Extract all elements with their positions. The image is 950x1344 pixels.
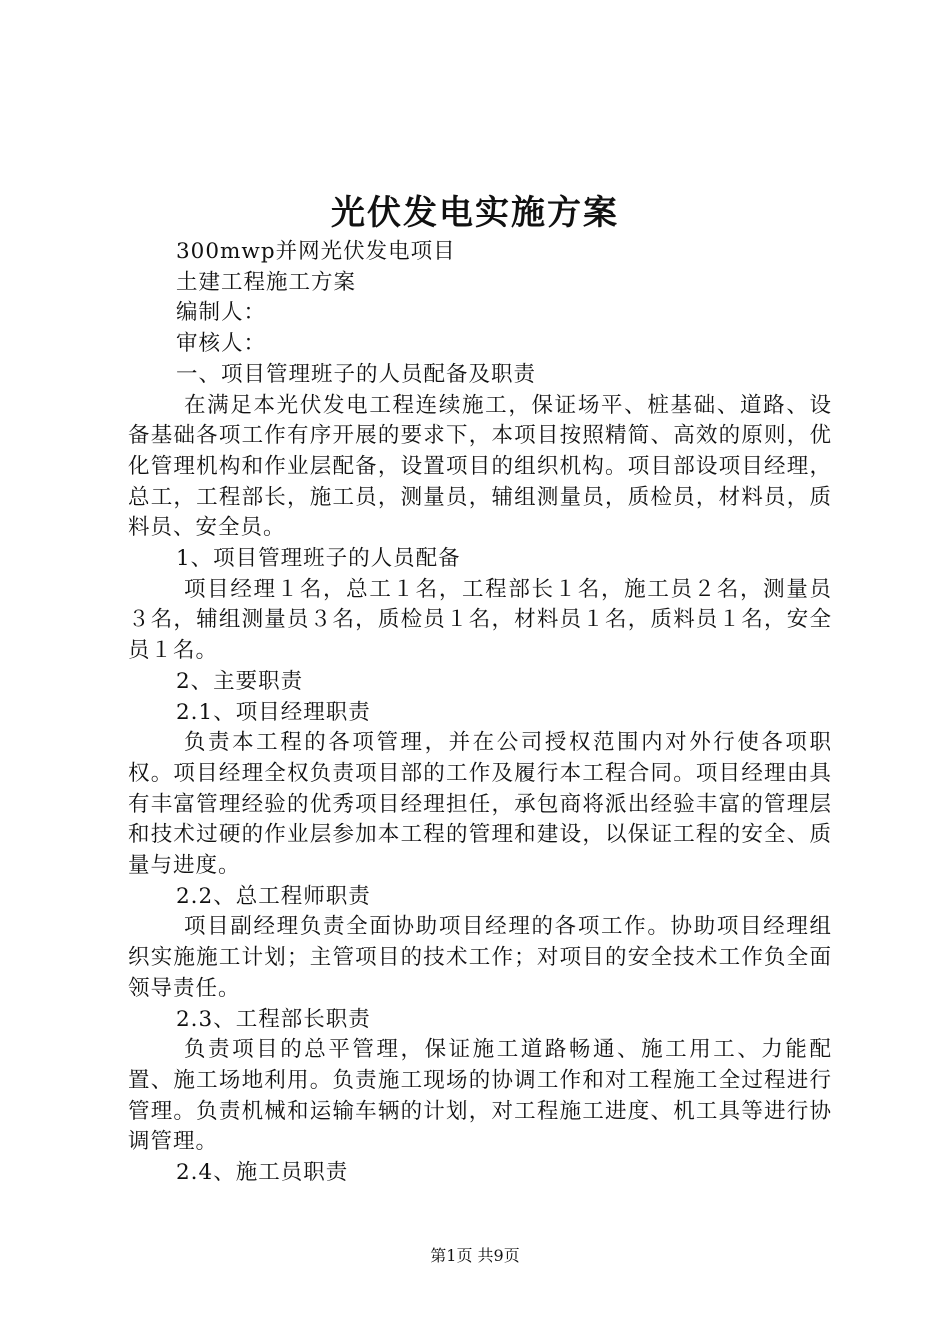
subsection-paragraph: 项目副经理负责全面协助项目经理的各项工作。协助项目经理组织实施施工计划；主管项目的技术工作；对项目的安全技术工作负全面领导责任。 xyxy=(128,914,832,1001)
subsection-heading: 2.3、工程部长职责 xyxy=(176,1006,371,1032)
document-subtitle: 土建工程施工方案 xyxy=(176,269,357,295)
subsection-paragraph: 负责项目的总平管理，保证施工道路畅通、施工用工、力能配置、施工场地利用。负责施工现场的协调工作和对工程施工全过程进行管理。负责机械和运输车辆的计划，对工程施工进度、机工具等进行协调管理。 xyxy=(128,1037,832,1155)
reviewer-line: 审核人： xyxy=(176,331,267,357)
document-title: 光伏发电实施方案 xyxy=(331,193,619,233)
subsection-heading: 2.2、总工程师职责 xyxy=(176,883,371,909)
subsection-heading: 2.4、施工员职责 xyxy=(176,1160,349,1186)
subsection-heading: 1、项目管理班子的人员配备 xyxy=(176,546,461,572)
author-line: 编制人： xyxy=(176,300,267,326)
page-indicator: 第1页 共9页 xyxy=(430,1246,520,1265)
subsection-heading: 2、主要职责 xyxy=(176,668,304,694)
section-paragraph: 在满足本光伏发电工程连续施工，保证场平、桩基础、道路、设备基础各项工作有序开展的要求下，本项目按照精简、高效的原则，优化管理机构和作业层配备，设置项目的组织机构。项目部设项目经理，总工，工程部长，施工员，测量员，辅组测量员，质检员，材料员，质料员、安全员。 xyxy=(128,392,832,541)
subsection-paragraph: 负责本工程的各项管理，并在公司授权范围内对外行使各项职权。项目经理全权负责项目部的工作及履行本工程合同。项目经理由具有丰富管理经验的优秀项目经理担任，承包商将派出经验丰富的管理层和技术过硬的作业层参加本工程的管理和建设，以保证工程的安全、质量与进度。 xyxy=(128,730,832,879)
subsection-heading: 2.1、项目经理职责 xyxy=(176,699,371,725)
project-line: 300mwp并网光伏发电项目 xyxy=(176,239,456,264)
document-body xyxy=(128,237,832,1189)
subsection-paragraph: 项目经理１名，总工１名，工程部长１名，施工员２名，测量员３名，辅组测量员３名，质检员１名，材料员１名，质料员１名，安全员１名。 xyxy=(128,576,832,664)
section-heading: 一、项目管理班子的人员配备及职责 xyxy=(176,361,537,387)
